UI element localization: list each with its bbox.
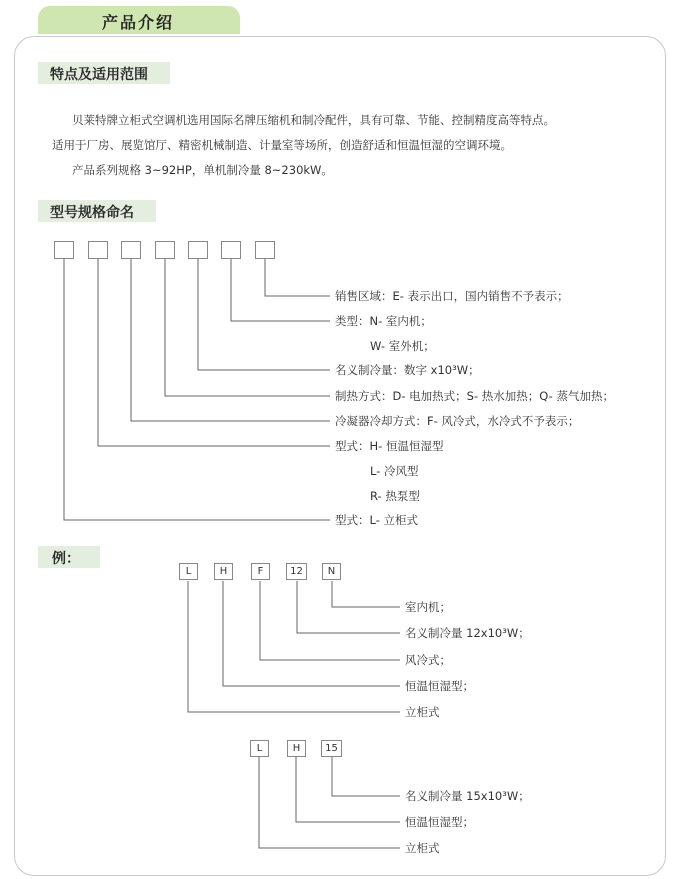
label-type-outdoor: W- 室外机； [370, 339, 435, 353]
section-heading-features: 特点及适用范围 [50, 67, 148, 83]
example2-code-2: H [287, 740, 306, 757]
label-cabinet: 型式：L- 立柜式 [335, 513, 419, 527]
example1-label-indoor: 室内机； [405, 600, 451, 614]
example1-label-cooling: 名义制冷量 12x10³W； [405, 626, 530, 640]
example1-label-cabinet: 立柜式 [405, 705, 440, 719]
label-form-h: 型式：H- 恒温恒湿型 [335, 439, 444, 453]
example2-code-1: L [250, 740, 269, 757]
label-form-r: R- 热泵型 [370, 489, 420, 503]
section-heading-model-naming: 型号规格命名 [50, 205, 134, 221]
paragraph-applications: 适用于厂房、展览馆厅、精密机械制造、计量室等场所，创造舒适和恒温恒湿的空调环境。 [52, 138, 512, 152]
paragraph-features: 贝莱特牌立柜式空调机选用国际名牌压缩机和制冷配件，具有可靠、节能、控制精度高等特点。 [72, 113, 555, 127]
label-type-indoor: 类型：N- 室内机； [335, 314, 432, 328]
example1-label-constant-temp: 恒温恒湿型； [405, 679, 474, 693]
label-form-l: L- 冷风型 [370, 464, 419, 478]
label-heating-method: 制热方式：D- 电加热式；S- 热水加热；Q- 蒸气加热； [335, 389, 614, 403]
example2-label-cooling: 名义制冷量 15x10³W； [405, 789, 530, 803]
label-rated-cooling: 名义制冷量：数字 x10³W； [335, 363, 480, 377]
label-sales-region: 销售区域：E- 表示出口，国内销售不予表示； [335, 289, 569, 303]
example2-code-3: 15 [321, 740, 342, 757]
section-heading-example: 例： [52, 551, 80, 567]
example1-label-air-cooled: 风冷式； [405, 653, 451, 667]
example1-code-4: 12 [286, 563, 307, 580]
example1-code-5: N [322, 563, 341, 580]
page-title: 产品介绍 [102, 13, 175, 32]
example1-code-1: L [179, 563, 198, 580]
example2-label-constant-temp: 恒温恒湿型； [405, 815, 474, 829]
paragraph-specs: 产品系列规格 3~92HP，单机制冷量 8~230kW。 [72, 163, 333, 177]
label-condenser-cooling: 冷凝器冷却方式：F- 风冷式，水冷式不予表示； [335, 414, 580, 428]
example1-code-3: F [251, 563, 270, 580]
example1-code-2: H [214, 563, 233, 580]
example2-label-cabinet: 立柜式 [405, 841, 440, 855]
